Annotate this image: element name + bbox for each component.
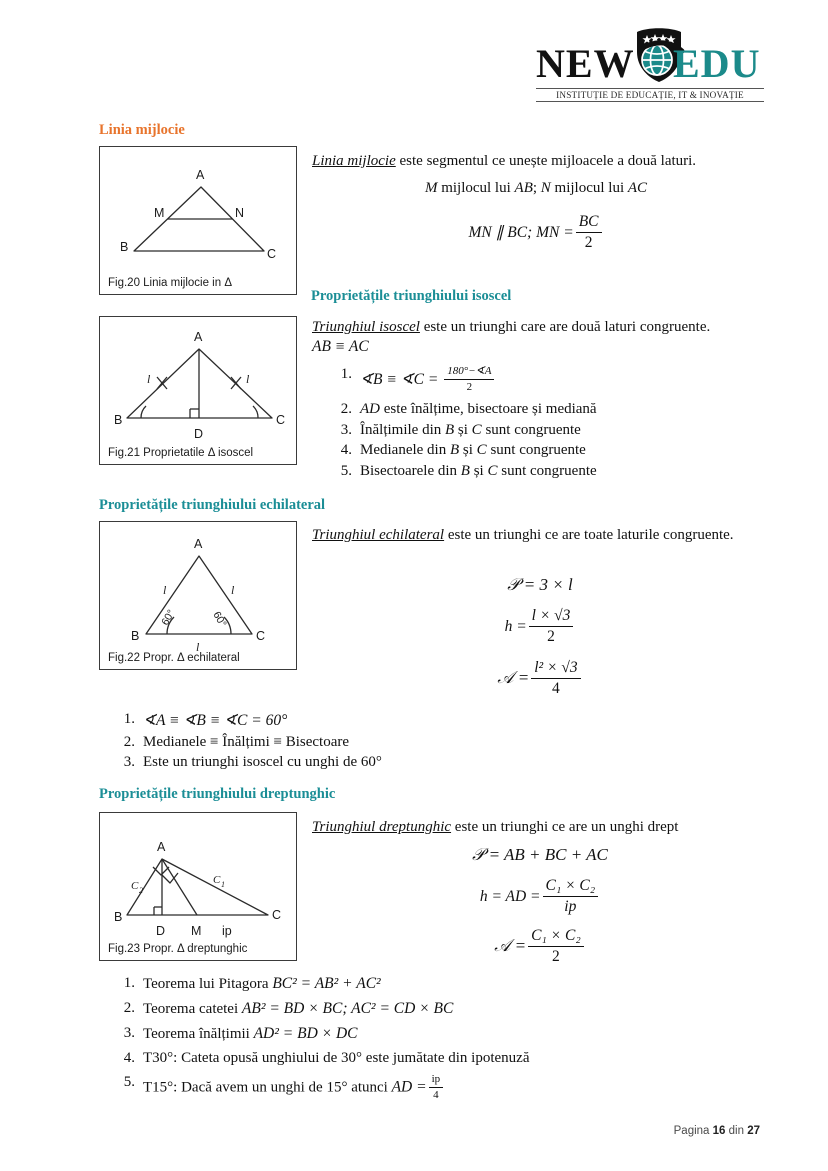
svg-text:C: C [256,629,266,643]
logo-word-new: NEW [536,41,635,86]
equilateral-item-3-text: Este un triunghi isoscel cu unghi de 60° [143,754,382,770]
list-item-number: 2. [123,733,135,750]
logo-tagline: INSTITUȚIE DE EDUCAȚIE, IT & INOVAȚIE [536,88,764,102]
right-definition-term: Triunghiul dreptunghic [312,819,452,835]
figure-23-caption: Fig.23 Propr. Δ dreptunghic [108,943,248,955]
svg-text:D: D [194,427,204,441]
list-item-number: 5. [123,1074,135,1090]
segment-ac: AC [627,180,648,196]
list-item-number: 2. [340,401,352,418]
list-item [330,442,597,459]
isosceles-item-3-b: și [454,421,472,438]
list-item [113,975,529,993]
list-item [113,1050,529,1067]
footer-current-page: 16 [712,1125,726,1137]
right-perimeter-text: 𝒫 = AB + BC + AC [472,845,608,864]
midline-definition-term: Linia mijlocie [312,153,396,169]
right-height-formula [400,878,680,917]
right-area-num: C₁ × C₂ [528,927,584,947]
equilateral-area-den: 4 [552,679,560,697]
isosceles-item-2-text: este înălțime, bisectoare și mediană [380,401,597,418]
isosceles-item-2-em: AD [360,401,380,418]
list-item-number: 3. [123,1025,135,1041]
isosceles-item-5-em-a: B [460,462,470,479]
svg-text:B: B [120,240,129,254]
heading-linia-mijlocie: Linia mijlocie [99,122,185,138]
right-item-3-math: AD² = BD × DC [253,1025,358,1042]
equilateral-definition [312,524,760,546]
list-item [330,422,597,439]
svg-text:B: B [114,910,123,924]
list-item-number: 1. [340,366,352,382]
right-theorems-list [113,975,529,1106]
isosceles-item-4-em-b: C [476,442,487,459]
right-item-3-text: Teorema înălțimii [143,1026,254,1042]
midline-definition [312,150,760,172]
brand-logo [536,26,764,106]
logo-wordmark [536,26,764,88]
isosceles-item-3-em-b: C [471,421,482,438]
right-area-lhs: 𝒜 = [494,935,527,955]
list-item [330,463,597,480]
list-item-number: 1. [123,711,135,727]
svg-text:C: C [131,880,139,892]
isosceles-item-5-b: și [469,462,488,479]
footer-prefix: Pagina [673,1125,713,1137]
isosceles-item-3-a: Înălțimile din [360,421,445,438]
isosceles-item-1-prefix: ∢B ≡ ∢C = [360,370,439,388]
isosceles-item-5-a: Bisectoarele din [360,462,461,479]
svg-text:M: M [154,206,165,220]
svg-text:A: A [194,330,203,344]
svg-text:60°: 60° [159,607,178,628]
list-item [113,1074,529,1102]
right-item-2-math: AB² = BD × BC; AC² = CD × BC [241,1000,454,1017]
svg-text:C: C [272,908,282,922]
midpoint-n-text: mijlocul lui [550,180,628,196]
svg-text:1: 1 [221,880,225,889]
svg-text:l: l [246,372,250,386]
list-item-number: 4. [340,442,352,459]
list-item-number: 1. [123,975,135,991]
isosceles-item-3-em-a: B [444,421,455,438]
svg-text:C: C [213,874,221,886]
list-item [113,711,382,730]
isosceles-item-4-c: sunt congruente [486,442,586,459]
heading-echilateral: Proprietățile triunghiului echilateral [99,497,326,513]
equilateral-properties-list [113,711,382,775]
midpoint-sep: ; [532,180,541,196]
list-item [113,1000,529,1018]
svg-text:M: M [191,924,202,938]
midline-formula [312,214,760,253]
right-definition [312,816,764,838]
svg-text:l: l [163,583,167,597]
footer-middle: din [725,1125,748,1137]
right-item-1-text: Teorema lui Pitagora [143,976,273,992]
isosceles-item-5-c: sunt congruente [497,462,597,479]
midline-formula-den: 2 [584,233,593,251]
midpoint-m: M [424,180,438,196]
equilateral-item-1-text: ∢A ≡ ∢B ≡ ∢C = 60° [143,712,288,729]
svg-text:l: l [231,583,235,597]
right-item-2-text: Teorema catetei [143,1001,242,1017]
equilateral-height-formula [420,608,660,647]
footer-total-pages: 27 [747,1125,760,1137]
isosceles-item-4-em-a: B [449,442,460,459]
equilateral-perimeter-formula [420,575,660,595]
equilateral-item-2-text: Medianele ≡ Înălțimi ≡ Bisectoare [143,733,350,750]
midline-midpoints [312,180,760,197]
list-item-number: 3. [123,754,135,770]
list-item [330,366,597,394]
svg-text:D: D [156,924,166,938]
isosceles-definition [312,316,764,338]
figure-22-caption: Fig.22 Propr. Δ echilateral [108,652,240,664]
right-height-den: ip [564,897,577,915]
equilateral-area-lhs: 𝒜 = [497,667,530,687]
heading-isoscel: Proprietățile triunghiului isoscel [311,288,512,304]
list-item-number: 3. [340,421,352,438]
list-item [113,754,382,771]
svg-text:A: A [196,168,205,182]
equilateral-area-formula [420,660,660,699]
list-item-number: 4. [123,1050,135,1066]
list-item [113,734,382,751]
logo-word-edu: EDU [673,41,761,86]
isosceles-item-1-den: 2 [466,380,473,393]
midpoint-n: N [540,180,551,196]
isosceles-congruence: AB ≡ AC [312,338,369,355]
isosceles-item-4-b: și [459,442,477,459]
right-item-5-text: T15°: Dacă avem un unghi de 15° atunci [143,1079,392,1096]
heading-dreptunghic: Proprietățile triunghiului dreptunghic [99,786,336,802]
midpoint-m-text: mijlocul lui [437,180,515,196]
right-item-5-num: ip [429,1073,444,1088]
right-perimeter-formula [400,845,680,865]
right-area-den: 2 [552,947,560,965]
right-area-formula [400,928,680,967]
equilateral-area-num: l² × √3 [531,659,580,679]
equilateral-height-den: 2 [547,627,555,645]
isosceles-properties-list [330,366,597,483]
svg-text:ip: ip [222,924,232,938]
svg-text:N: N [235,206,245,220]
svg-text:B: B [131,629,140,643]
right-height-num: C₁ × C₂ [543,877,599,897]
page-footer [674,1125,760,1137]
list-item [330,401,597,418]
equilateral-perimeter-text: 𝒫 = 3 × l [507,575,573,594]
segment-ab: AB [514,180,533,196]
list-item-number: 5. [340,462,352,479]
equilateral-definition-rest: este un triunghi ce are toate laturile congruente. [444,527,734,543]
isosceles-definition-rest: este un triunghi care are două laturi congruente. [419,319,711,335]
figure-20-midline [99,146,297,295]
midline-formula-num: BC [576,213,602,233]
figure-23-right [99,812,297,961]
equilateral-definition-term: Triunghiul echilateral [312,527,445,543]
figure-21-isosceles [99,316,297,465]
svg-text:2: 2 [139,886,143,895]
midline-definition-rest: este segmentul ce unește mijloacele a două laturi. [395,153,697,169]
svg-text:60°: 60° [210,609,229,630]
right-item-4-text: T30°: Cateta opusă unghiului de 30° este jumătate din ipotenuză [143,1050,530,1066]
right-definition-rest: este un triunghi ce are un unghi drept [451,819,679,835]
midline-formula-lhs: MN ∥ BC; MN = [468,223,574,241]
svg-text:l: l [196,640,200,654]
figure-21-caption: Fig.21 Proprietatile Δ isoscel [108,447,254,459]
equilateral-height-lhs: h = [504,617,527,635]
svg-text:B: B [114,413,123,427]
svg-text:C: C [267,247,277,261]
right-item-1-math: BC² = AB² + AC² [272,975,381,992]
svg-text:A: A [157,840,166,854]
isosceles-definition-term: Triunghiul isoscel [312,319,420,335]
list-item [113,1025,529,1043]
equilateral-height-num: l × √3 [529,607,574,627]
svg-text:C: C [276,413,286,427]
right-item-5-math: AD = [391,1078,427,1096]
figure-20-caption: Fig.20 Linia mijlocie in Δ [108,277,233,289]
isosceles-item-1-num: 180°−∢A [444,365,494,380]
isosceles-item-4-a: Medianele din [360,442,450,459]
svg-text:l: l [147,372,151,386]
svg-text:A: A [194,537,203,551]
right-item-5-den: 4 [433,1088,439,1101]
isosceles-item-5-em-b: C [487,462,498,479]
isosceles-item-3-c: sunt congruente [481,421,581,438]
isosceles-item-1-math [360,365,496,393]
list-item-number: 2. [123,1000,135,1016]
figure-22-equilateral [99,521,297,670]
right-height-lhs: h = AD = [479,887,541,905]
